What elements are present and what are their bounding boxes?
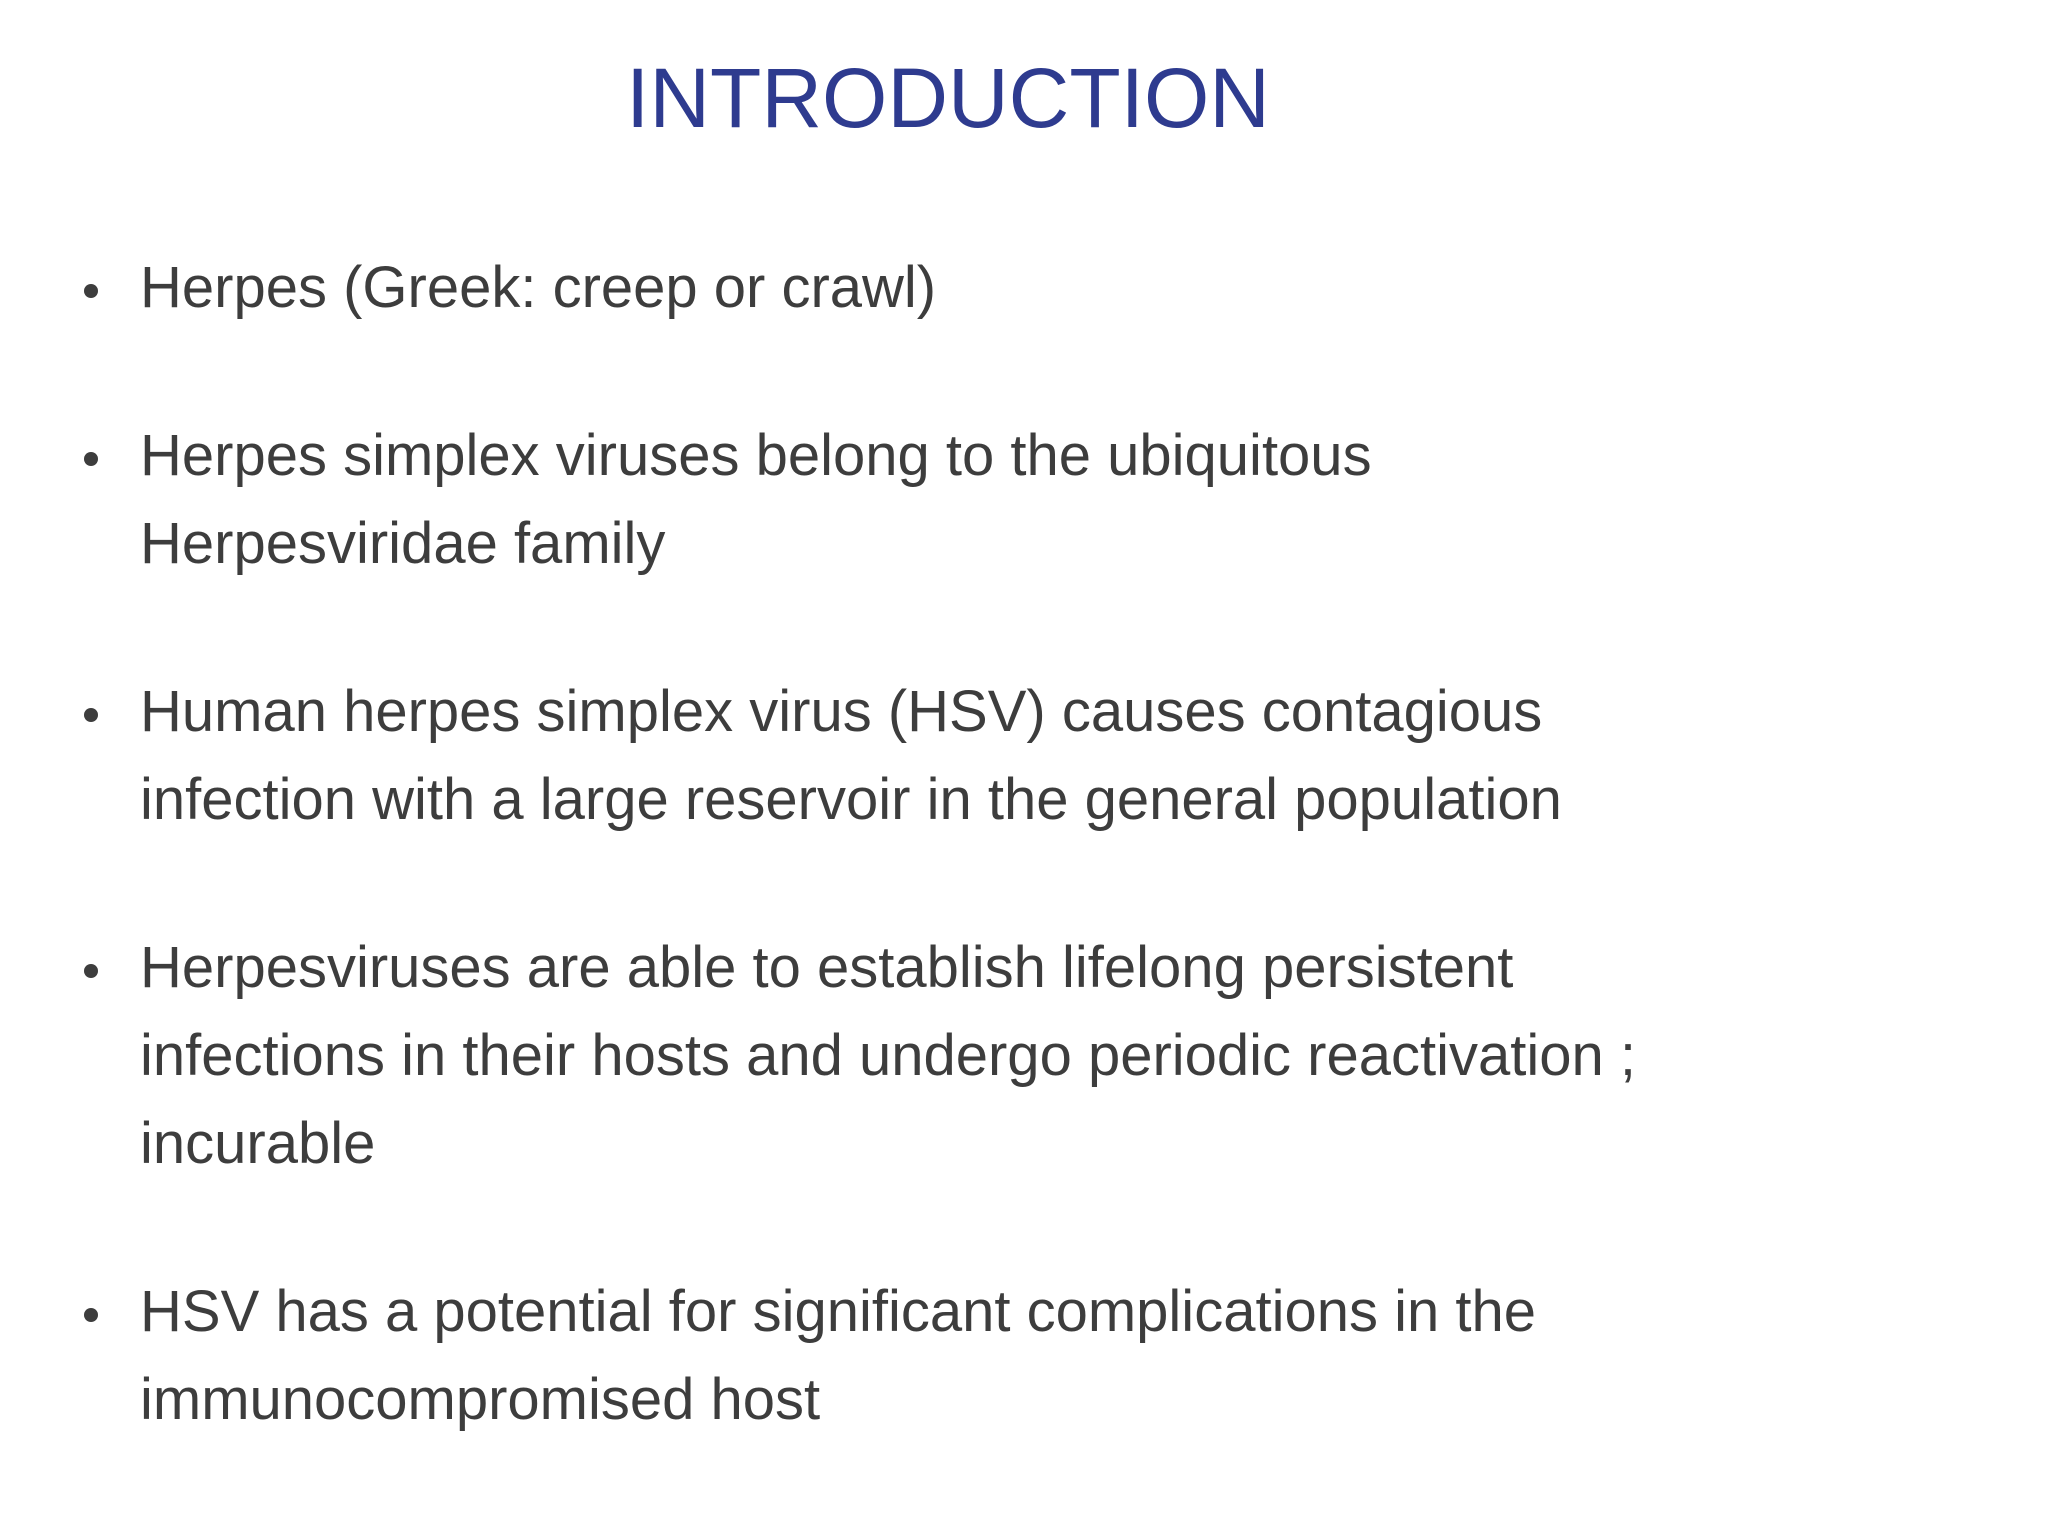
bullet-item (78, 412, 1958, 588)
bullet-list (78, 244, 1958, 1524)
bullet-icon (84, 284, 98, 298)
bullet-item (78, 924, 1958, 1188)
bullet-icon (84, 452, 98, 466)
bullet-text: Herpes simplex viruses belong to the ubiquitous Herpesviridae family (140, 423, 1372, 576)
bullet-item (78, 1268, 1958, 1444)
bullet-icon (84, 964, 98, 978)
bullet-icon (84, 708, 98, 722)
bullet-text: Human herpes simplex virus (HSV) causes contagious infection with a large reservoir in the general population (140, 679, 1562, 832)
bullet-item (78, 668, 1958, 844)
bullet-text: HSV has a potential for significant complications in the immunocompromised host (140, 1279, 1536, 1432)
bullet-text: Herpesviruses are able to establish lifelong persistent infections in their hosts and undergo periodic reactivation ; incurable (140, 935, 1636, 1176)
bullet-text: Herpes (Greek: creep or crawl) (140, 255, 937, 320)
slide-title: INTRODUCTION (626, 51, 1270, 145)
bullet-item (78, 244, 1958, 332)
bullet-icon (84, 1308, 98, 1322)
